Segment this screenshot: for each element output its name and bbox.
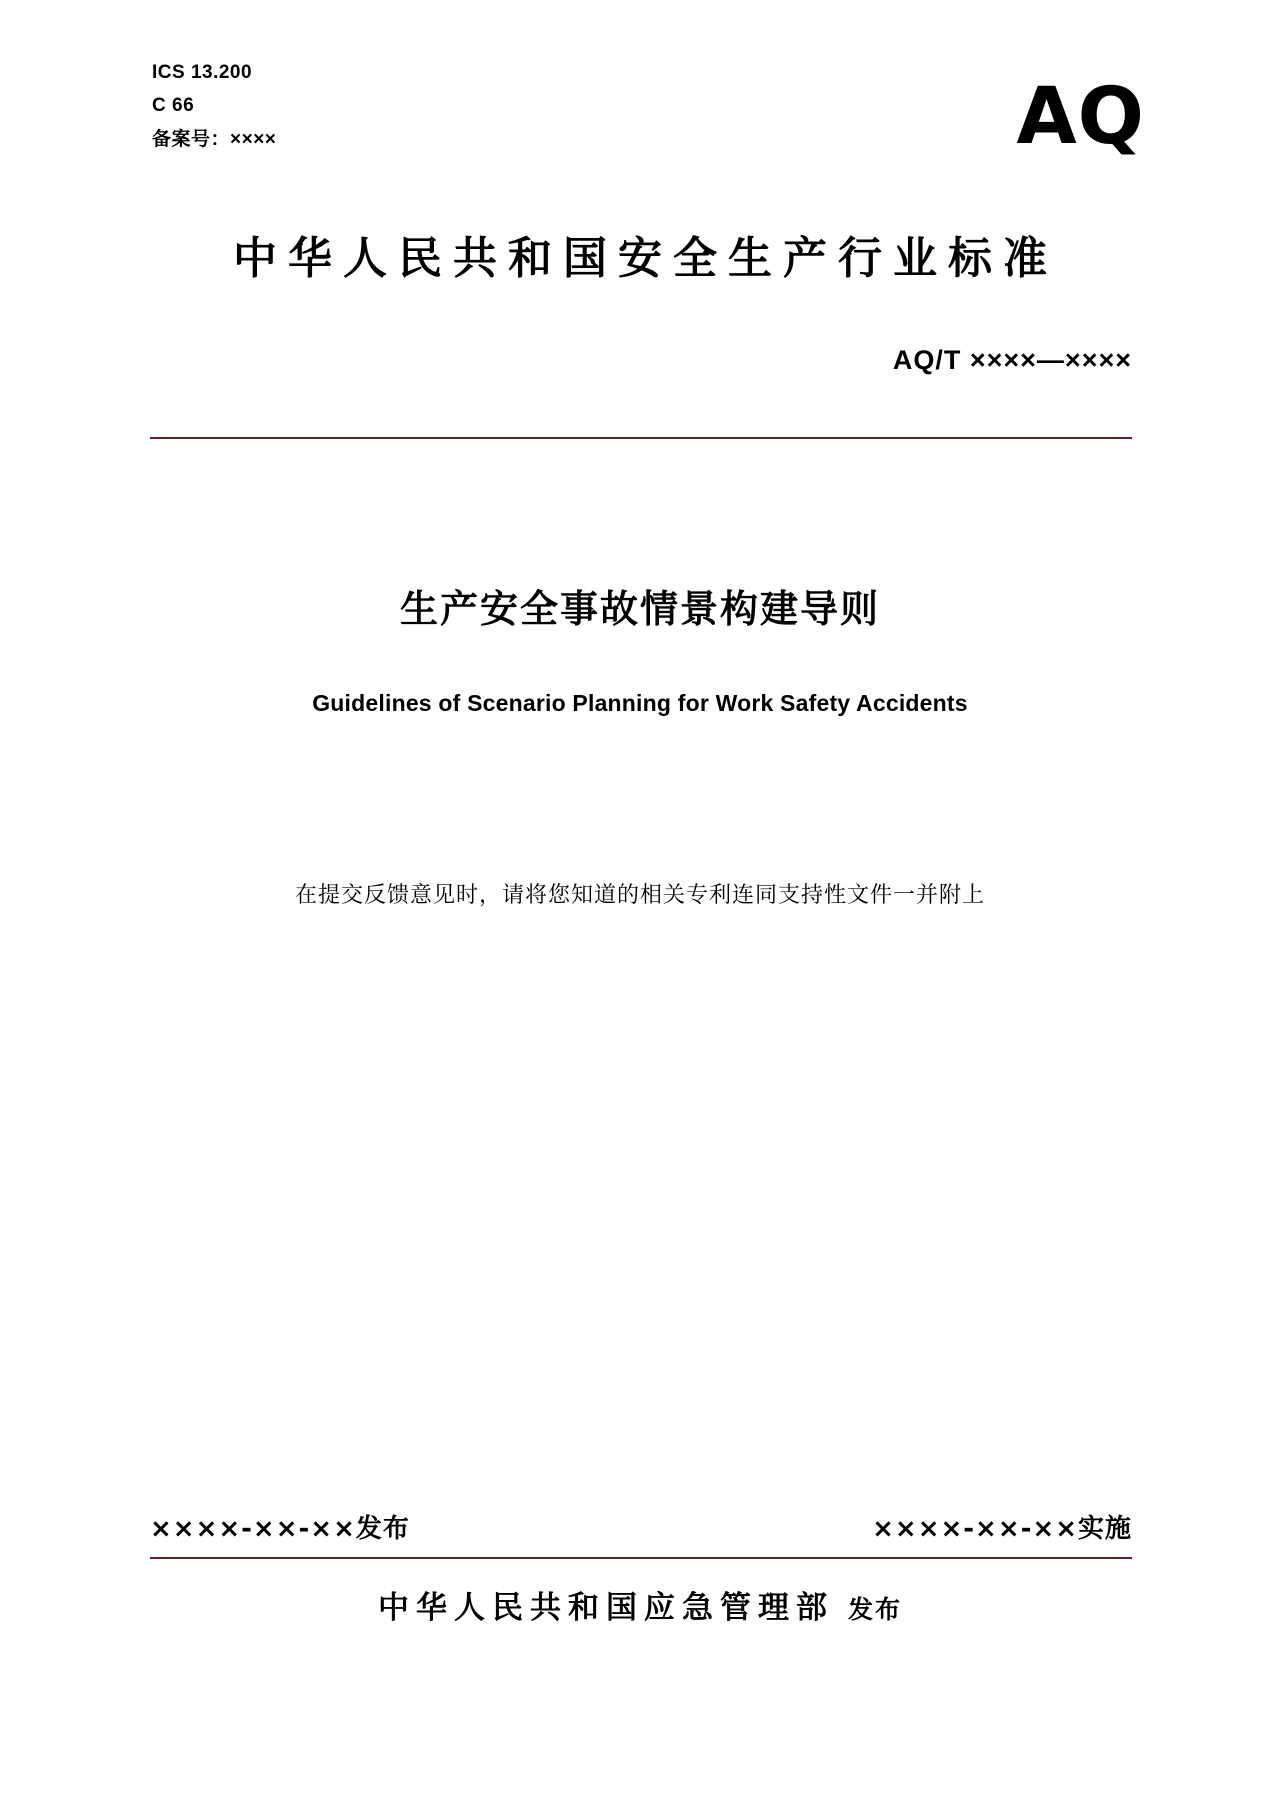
publisher-verb: 发布	[847, 1595, 902, 1624]
national-standard-title: 中华人民共和国安全生产行业标准	[233, 233, 1058, 284]
document-title-chinese: 生产安全事故情景构建导则	[399, 587, 880, 631]
divider-bottom	[150, 1557, 1132, 1559]
standard-number: AQ/T ××××—××××	[892, 345, 1132, 375]
aq-logo-mark: AQ	[1016, 72, 1145, 162]
classification-code: C 66	[152, 95, 195, 117]
footer-date-row	[150, 1508, 1132, 1545]
issue-date: ××××-××-××发布	[150, 1514, 410, 1544]
patent-notice: 在提交反馈意见时，请将您知道的相关专利连同支持性文件一并附上	[294, 883, 985, 908]
effective-date: ××××-××-××实施	[872, 1514, 1132, 1544]
document-title-english: Guidelines of Scenario Planning for Work Safety Accidents	[312, 690, 968, 716]
divider-top	[150, 437, 1132, 439]
publisher-name: 中华人民共和国应急管理部	[377, 1590, 834, 1626]
ics-code: ICS 13.200	[152, 62, 253, 83]
record-number: 备案号：××××	[152, 128, 277, 150]
publisher-line	[0, 1582, 1280, 1627]
header-code-block	[152, 56, 276, 156]
